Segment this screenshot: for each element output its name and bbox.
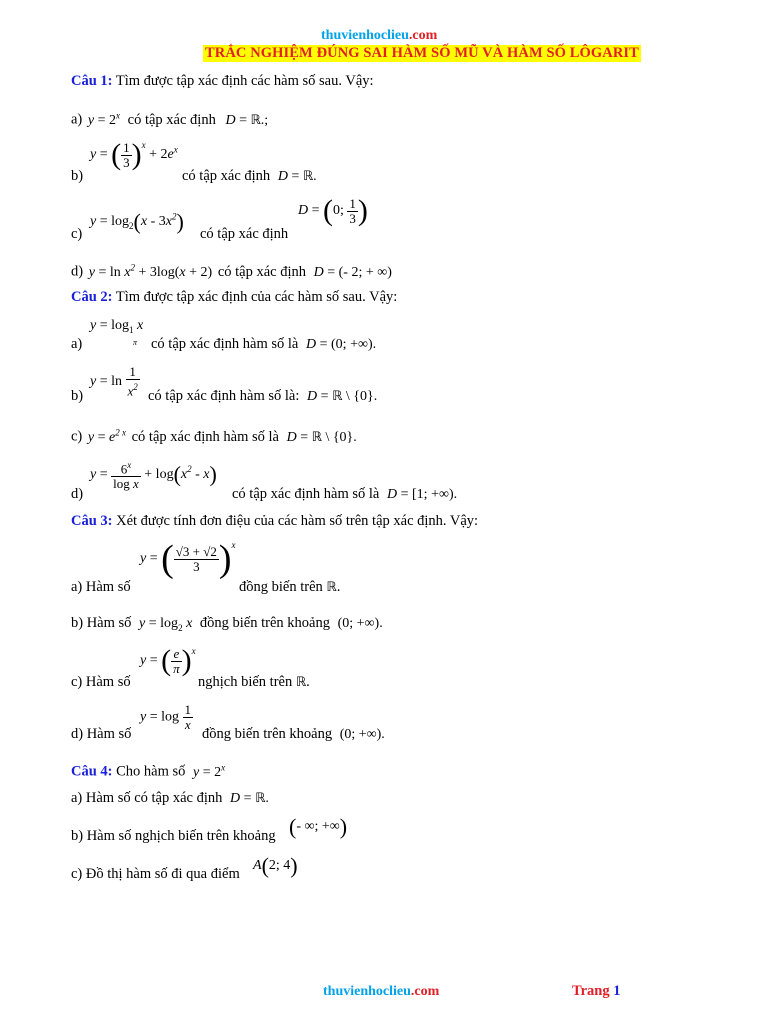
q1b-text: có tập xác định D = ℝ. [182, 168, 317, 184]
site-name-header: thuvienhoclieu.com [321, 28, 438, 43]
question-3: Câu 3: Xét được tính đơn điệu của các hàm số trên tập xác định. Vậy: [71, 513, 479, 529]
q2-option-a: a) [71, 336, 83, 352]
q2-option-d: d) [71, 486, 84, 502]
q2a-formula: $y = \log_1 x$ [90, 318, 144, 335]
q3a-text: đồng biến trên ℝ. [239, 579, 341, 595]
q2d-text: có tập xác định hàm số là D = [1; +∞). [232, 486, 458, 502]
q1a-domain: D = ℝ.; [225, 112, 269, 128]
q4-option-b: b) Hàm số nghịch biến trên khoảng [71, 828, 276, 844]
page-number: Trang 1 [572, 983, 621, 999]
q3-option-d: d) Hàm số [71, 726, 132, 742]
q3c-text: nghịch biến trên ℝ. [198, 674, 310, 690]
q1-option-c: c) [71, 226, 83, 242]
q1b-formula: y = ( $\frac{1}{3}$ )$^x + 2e^x$ [90, 138, 178, 171]
q1c-domain: D = (0; $\frac{1}{3}$ ) [298, 194, 368, 227]
q3d-formula: y = log $\frac{1}{x}$ [140, 702, 192, 732]
q1c-formula: $y = \log_2(x - 3x^2)$ [90, 209, 184, 234]
q1-option-a: a) $y = 2^x$ có tập xác định D = ℝ.; [71, 110, 269, 128]
site-name-footer: thuvienhoclieu.com [323, 984, 440, 999]
question-1: Câu 1: Tìm được tập xác định các hàm số sau. Vậy: [71, 73, 374, 89]
q1-option-d: d) $y = \ln x^2 + 3\log(x + 2)$ có tập xác định D = (- 2; + ∞) [71, 262, 392, 280]
q2b-formula: y = ln $\frac{1}{x^2}$ [90, 364, 138, 399]
q1a-formula: $y = 2^x$ [87, 110, 121, 128]
q3-option-a: a) Hàm số [71, 579, 131, 595]
q4-option-a: a) Hàm số có tập xác định D = ℝ. [71, 790, 269, 806]
q2b-text: có tập xác định hàm số là: D = ℝ \ {0}. [148, 388, 378, 404]
q3-option-c: c) Hàm số [71, 674, 131, 690]
q2d-formula: y = $\frac{6^x}{\text{log x}}$ + $\log(x^2 - x)$ [90, 460, 217, 492]
q2a-text: có tập xác định hàm số là D = (0; +∞). [151, 336, 377, 352]
q3-option-b: b) Hàm số $y = \log_2 x$ đồng biến trên khoảng (0; +∞). [71, 615, 383, 633]
q4-option-c: c) Đồ thị hàm số đi qua điểm [71, 866, 240, 882]
question-4: Câu 4: Cho hàm số $y = 2^x$ [71, 762, 226, 780]
page-title: TRẮC NGHIỆM ĐÚNG SAI HÀM SỐ MŨ VÀ HÀM SỐ LÔGARIT [205, 45, 639, 61]
q3a-formula: y = ( $\frac{√3 + √2}{3}$ )$^x$ [140, 538, 236, 580]
q1c-text: có tập xác định [200, 226, 289, 242]
q2-option-c: c) $y = e^{2 x}$ có tập xác định hàm số là D = ℝ \ {0}. [71, 427, 357, 445]
q2-option-b: b) [71, 388, 84, 404]
q4c-point: A(2; 4) [253, 853, 298, 878]
q3d-text: đồng biến trên khoảng (0; +∞). [202, 726, 385, 742]
q3c-formula: y = ( $\frac{e}{\pi}$ )$^x$ [140, 644, 196, 677]
q4b-interval: (- ∞; +∞) [289, 814, 348, 839]
q1-option-b: b) [71, 168, 84, 184]
q2a-base: π [133, 338, 138, 347]
question-2: Câu 2: Tìm được tập xác định của các hàm số sau. Vậy: [71, 289, 398, 305]
